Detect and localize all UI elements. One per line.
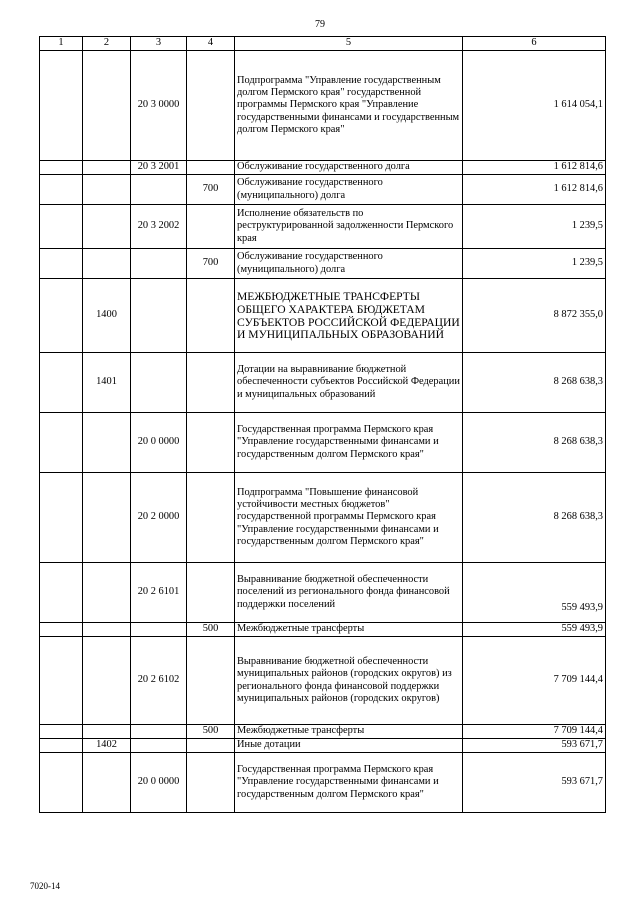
cell-col1 (40, 473, 83, 563)
cell-target-article: 20 3 2002 (131, 205, 187, 249)
cell-target-article: 20 3 2001 (131, 161, 187, 175)
column-header: 6 (463, 37, 606, 51)
cell-col1 (40, 725, 83, 739)
table-row (40, 175, 606, 205)
cell-col1 (40, 161, 83, 175)
cell-amount: 559 493,9 (463, 623, 606, 637)
cell-section (83, 51, 131, 161)
cell-name: Иные дотации (235, 739, 463, 753)
cell-amount: 8 268 638,3 (463, 413, 606, 473)
cell-section (83, 249, 131, 279)
cell-col1 (40, 753, 83, 813)
column-header: 1 (40, 37, 83, 51)
cell-expense-type (187, 413, 235, 473)
cell-col1 (40, 623, 83, 637)
cell-col1 (40, 279, 83, 353)
cell-name: Подпрограмма "Повышение финансовой устойчивости местных бюджетов" государственной программы Пермского края "Управление государственными финансами и государственным долгом Пермского края" (235, 473, 463, 563)
header-row (40, 37, 606, 51)
cell-section (83, 205, 131, 249)
cell-name: Межбюджетные трансферты (235, 623, 463, 637)
cell-target-article: 20 0 0000 (131, 413, 187, 473)
cell-target-article (131, 279, 187, 353)
cell-target-article (131, 249, 187, 279)
cell-section (83, 413, 131, 473)
cell-section: 1400 (83, 279, 131, 353)
cell-target-article: 20 2 6102 (131, 637, 187, 725)
cell-name: МЕЖБЮДЖЕТНЫЕ ТРАНСФЕРТЫ ОБЩЕГО ХАРАКТЕРА БЮДЖЕТАМ СУБЪЕКТОВ РОССИЙСКОЙ ФЕДЕРАЦИИ И МУНИЦИПАЛЬНЫХ ОБРАЗОВАНИЙ (235, 279, 463, 353)
cell-amount: 8 268 638,3 (463, 473, 606, 563)
table-row (40, 279, 606, 353)
cell-amount: 1 612 814,6 (463, 175, 606, 205)
cell-name: Выравнивание бюджетной обеспеченности поселений из регионального фонда финансовой поддержки поселений (235, 563, 463, 623)
cell-expense-type (187, 637, 235, 725)
cell-amount: 559 493,9 (463, 563, 606, 623)
cell-amount: 1 614 054,1 (463, 51, 606, 161)
column-header: 5 (235, 37, 463, 51)
footer-code: 7020-14 (30, 881, 60, 891)
cell-target-article: 20 0 0000 (131, 753, 187, 813)
cell-amount: 1 612 814,6 (463, 161, 606, 175)
cell-name: Обслуживание государственного долга (235, 161, 463, 175)
cell-expense-type (187, 739, 235, 753)
cell-expense-type (187, 279, 235, 353)
cell-expense-type (187, 51, 235, 161)
table-row (40, 51, 606, 161)
cell-col1 (40, 175, 83, 205)
budget-table (39, 36, 606, 813)
cell-name: Межбюджетные трансферты (235, 725, 463, 739)
table-row (40, 205, 606, 249)
cell-name: Выравнивание бюджетной обеспеченности муниципальных районов (городских округов) из регионального фонда финансовой поддержки муниципальных районов (городских округов) (235, 637, 463, 725)
cell-target-article: 20 2 6101 (131, 563, 187, 623)
table-row (40, 473, 606, 563)
cell-target-article (131, 725, 187, 739)
cell-expense-type: 700 (187, 249, 235, 279)
cell-expense-type (187, 161, 235, 175)
cell-expense-type (187, 473, 235, 563)
cell-col1 (40, 205, 83, 249)
cell-section: 1402 (83, 739, 131, 753)
table-row (40, 249, 606, 279)
cell-target-article (131, 739, 187, 753)
column-header: 2 (83, 37, 131, 51)
cell-name: Обслуживание государственного (муниципального) долга (235, 249, 463, 279)
cell-section (83, 175, 131, 205)
cell-expense-type (187, 563, 235, 623)
cell-col1 (40, 637, 83, 725)
cell-col1 (40, 353, 83, 413)
cell-expense-type: 700 (187, 175, 235, 205)
cell-section: 1401 (83, 353, 131, 413)
cell-col1 (40, 51, 83, 161)
table-row (40, 753, 606, 813)
cell-section (83, 637, 131, 725)
cell-amount: 7 709 144,4 (463, 725, 606, 739)
cell-expense-type: 500 (187, 623, 235, 637)
cell-amount: 1 239,5 (463, 205, 606, 249)
cell-amount: 8 268 638,3 (463, 353, 606, 413)
cell-name: Государственная программа Пермского края "Управление государственными финансами и государственным долгом Пермского края" (235, 753, 463, 813)
cell-name: Обслуживание государственного (муниципального) долга (235, 175, 463, 205)
cell-section (83, 473, 131, 563)
cell-expense-type (187, 753, 235, 813)
table-row (40, 725, 606, 739)
column-header: 3 (131, 37, 187, 51)
cell-section (83, 623, 131, 637)
cell-amount: 8 872 355,0 (463, 279, 606, 353)
cell-amount: 7 709 144,4 (463, 637, 606, 725)
table-row (40, 637, 606, 725)
cell-name: Исполнение обязательств по реструктурированной задолженности Пермского края (235, 205, 463, 249)
table-row (40, 623, 606, 637)
cell-col1 (40, 563, 83, 623)
cell-section (83, 563, 131, 623)
page-number: 79 (315, 19, 325, 30)
column-header: 4 (187, 37, 235, 51)
cell-section (83, 753, 131, 813)
cell-name: Подпрограмма "Управление государственным долгом Пермского края" государственной программы Пермского края "Управление государственными финансами и государственным долгом Пермского края" (235, 51, 463, 161)
cell-amount: 1 239,5 (463, 249, 606, 279)
cell-expense-type: 500 (187, 725, 235, 739)
cell-col1 (40, 413, 83, 473)
table-row (40, 353, 606, 413)
table-row (40, 563, 606, 623)
cell-name: Государственная программа Пермского края "Управление государственными финансами и государственным долгом Пермского края" (235, 413, 463, 473)
table-row (40, 413, 606, 473)
cell-col1 (40, 249, 83, 279)
cell-target-article (131, 623, 187, 637)
cell-expense-type (187, 205, 235, 249)
table-row (40, 161, 606, 175)
cell-col1 (40, 739, 83, 753)
cell-amount: 593 671,7 (463, 753, 606, 813)
cell-expense-type (187, 353, 235, 413)
cell-name: Дотации на выравнивание бюджетной обеспеченности субъектов Российской Федерации и муниципальных образований (235, 353, 463, 413)
table-row (40, 739, 606, 753)
cell-target-article (131, 175, 187, 205)
cell-target-article (131, 353, 187, 413)
cell-target-article: 20 2 0000 (131, 473, 187, 563)
cell-target-article: 20 3 0000 (131, 51, 187, 161)
cell-amount: 593 671,7 (463, 739, 606, 753)
cell-section (83, 161, 131, 175)
cell-section (83, 725, 131, 739)
